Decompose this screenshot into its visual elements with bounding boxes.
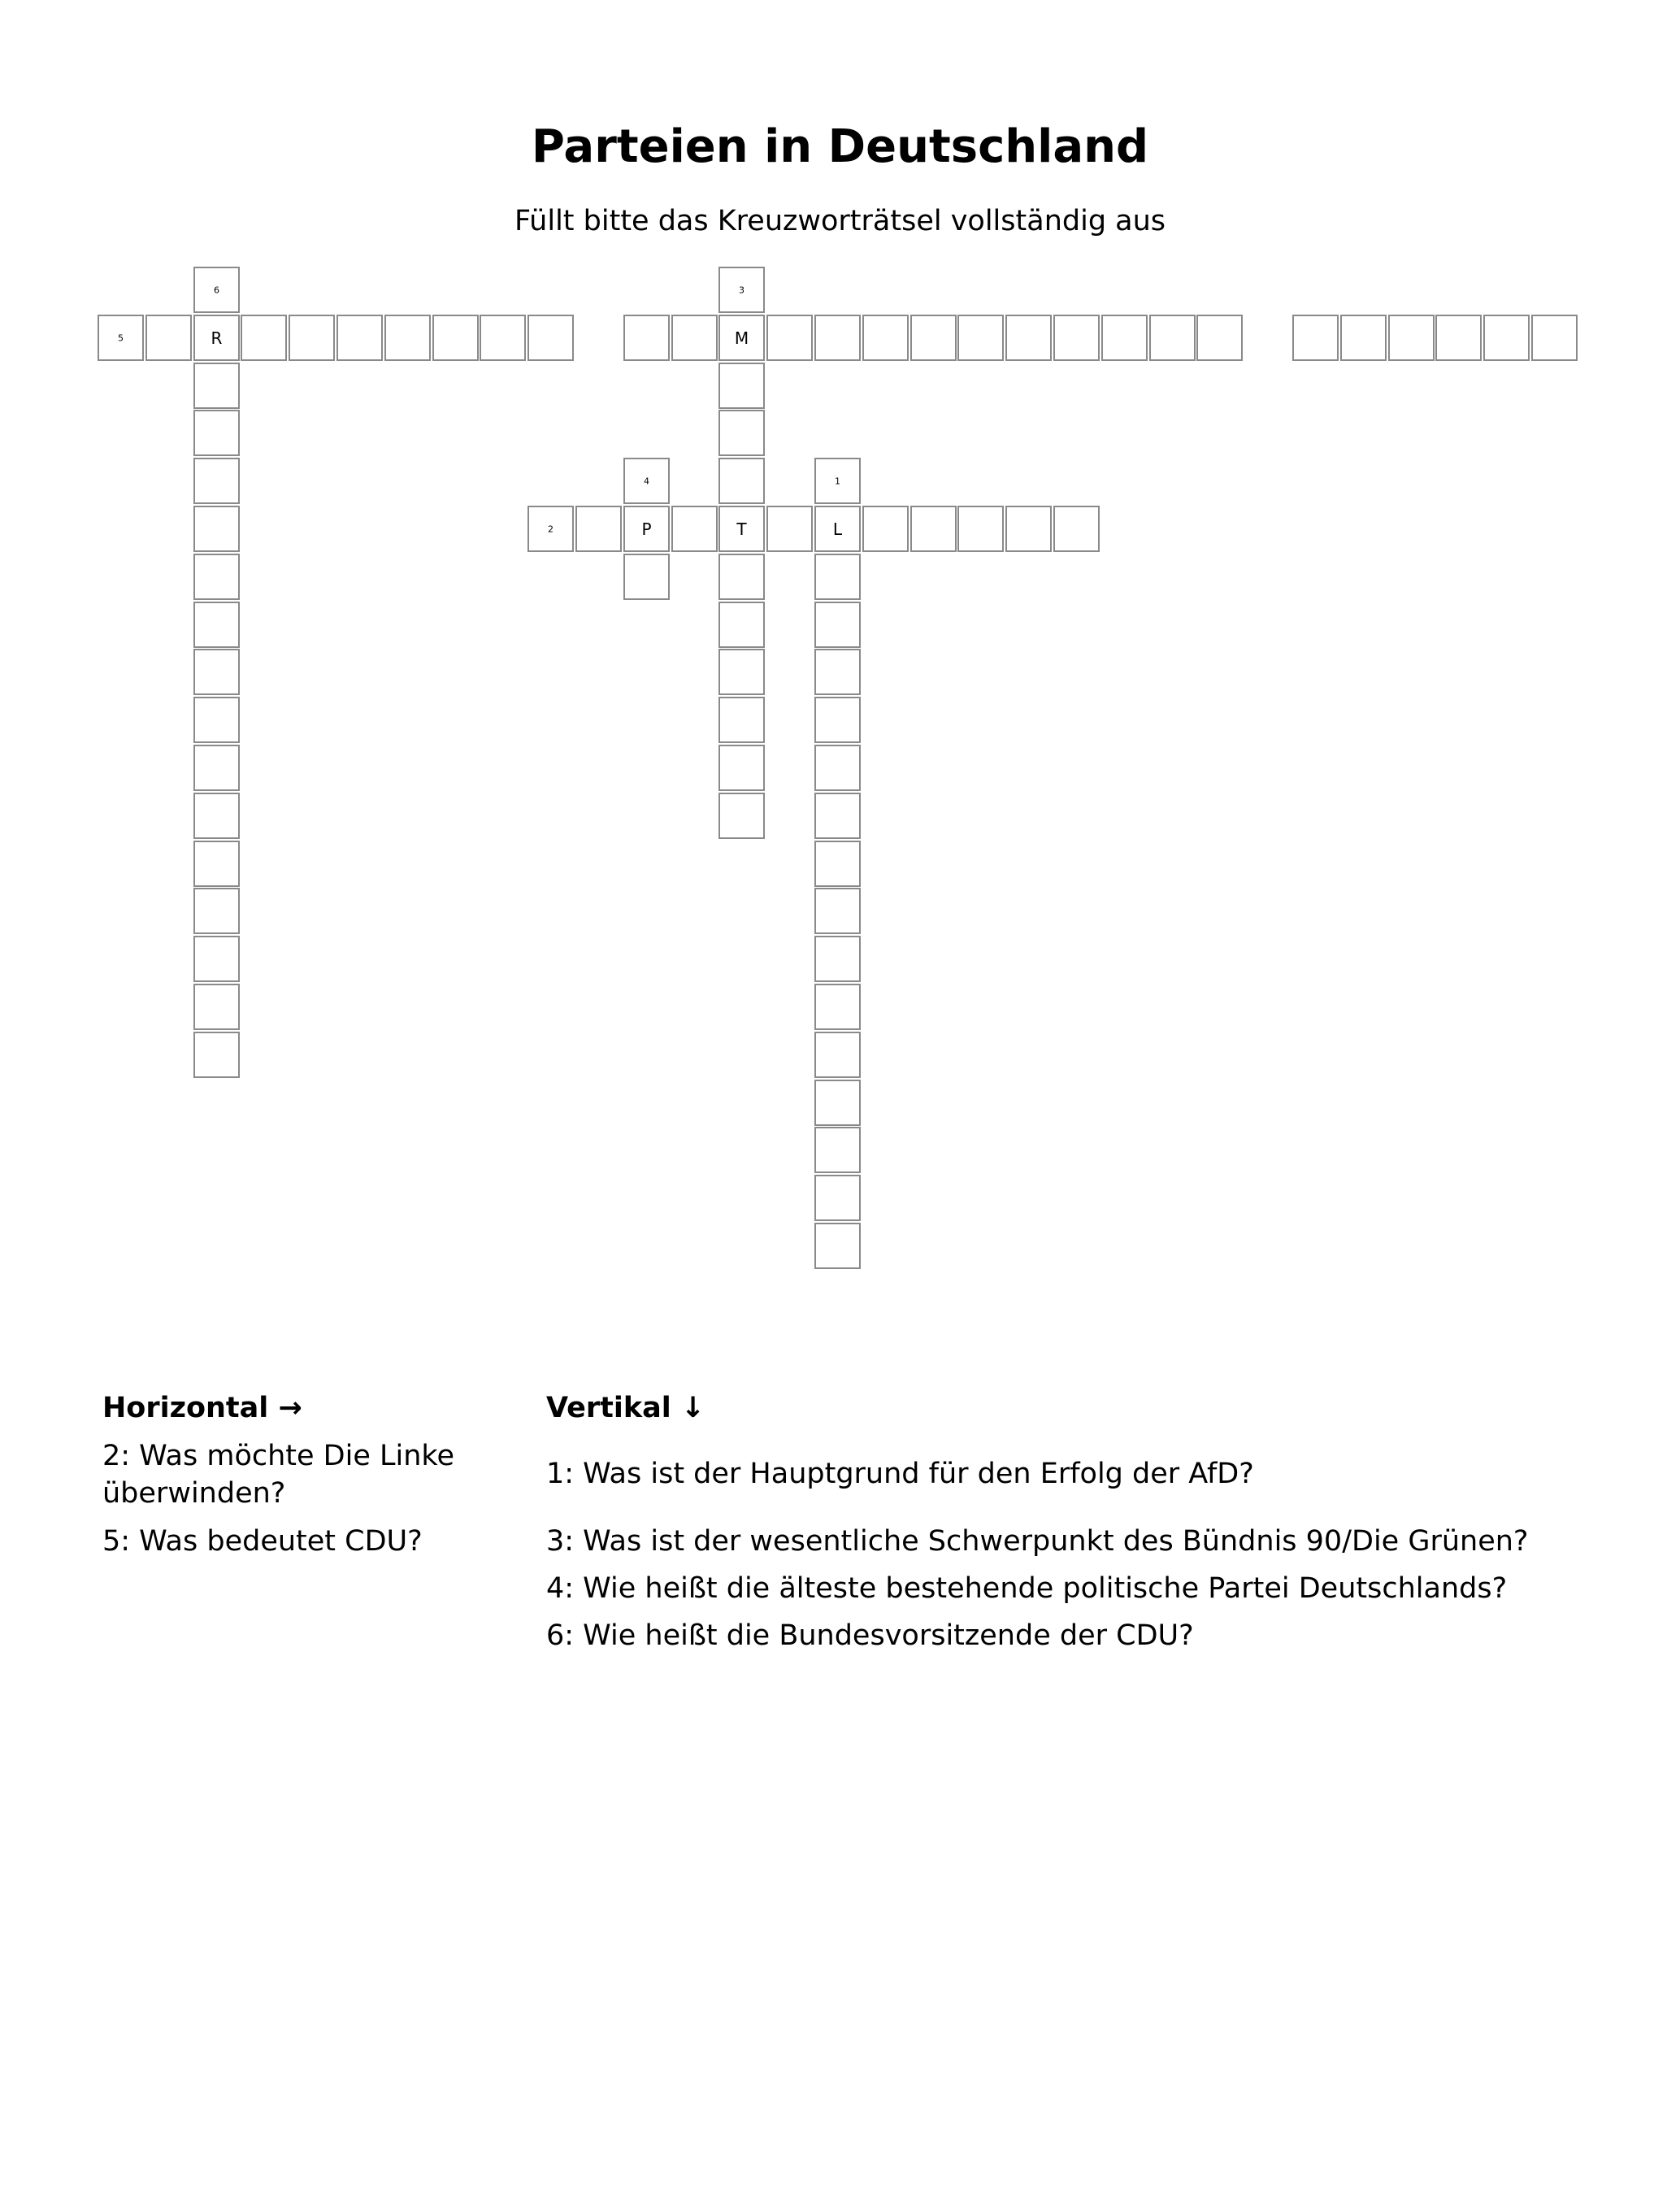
crossword-cell[interactable] <box>814 458 861 504</box>
crossword-cell[interactable] <box>814 793 861 839</box>
crossword-cell[interactable] <box>862 506 909 552</box>
crossword-cell[interactable] <box>336 315 383 361</box>
crossword-cell[interactable] <box>814 888 861 934</box>
crossword-cell[interactable] <box>910 506 957 552</box>
crossword-cell[interactable] <box>814 841 861 887</box>
crossword-cell[interactable] <box>718 745 765 791</box>
crossword-cell[interactable] <box>957 315 1004 361</box>
clue-vertical-3: 3: Was ist der wesentliche Schwerpunkt des Bündnis 90/Die Grünen? <box>546 1525 1529 1558</box>
crossword-cell[interactable] <box>480 315 526 361</box>
crossword-cell[interactable] <box>814 1032 861 1078</box>
crossword-cell[interactable] <box>814 1175 861 1221</box>
crossword-cell[interactable] <box>193 793 240 839</box>
crossword-cell[interactable] <box>718 697 765 743</box>
crossword-cell[interactable] <box>814 936 861 982</box>
crossword-cell[interactable] <box>814 1127 861 1173</box>
clue-number: 2 <box>548 524 553 534</box>
instructions: Füllt bitte das Kreuzworträtsel vollständig aus <box>514 205 1166 237</box>
clue-number: 5 <box>118 333 124 343</box>
crossword-cell[interactable] <box>910 315 957 361</box>
clue-vertical-6: 6: Wie heißt die Bundesvorsitzende der CDU? <box>546 1619 1194 1652</box>
crossword-cell[interactable] <box>193 1032 240 1078</box>
clue-number: 6 <box>214 285 219 295</box>
crossword-cell[interactable] <box>193 315 240 361</box>
crossword-cell[interactable] <box>957 506 1004 552</box>
crossword-cell[interactable] <box>193 697 240 743</box>
crossword-cell[interactable] <box>145 315 192 361</box>
crossword-cell[interactable] <box>193 554 240 600</box>
crossword-cell[interactable] <box>289 315 335 361</box>
clue-number: 4 <box>644 476 649 486</box>
crossword-cell[interactable] <box>241 315 287 361</box>
prefilled-letter: P <box>641 519 652 539</box>
crossword-cell[interactable] <box>193 267 240 313</box>
crossword-cell[interactable] <box>384 315 431 361</box>
crossword-cell[interactable] <box>193 363 240 409</box>
clue-horizontal-2: 2: Was möchte Die Linke überwinden? <box>102 1440 454 1510</box>
crossword-cell[interactable] <box>814 506 861 552</box>
crossword-cell[interactable] <box>193 888 240 934</box>
crossword-cell[interactable] <box>814 745 861 791</box>
crossword-cell[interactable] <box>193 458 240 504</box>
crossword-cell[interactable] <box>1435 315 1482 361</box>
crossword-cell[interactable] <box>1292 315 1339 361</box>
crossword-cell[interactable] <box>718 315 765 361</box>
crossword-cell[interactable] <box>862 315 909 361</box>
clue-horizontal-5: 5: Was bedeutet CDU? <box>102 1525 423 1558</box>
crossword-cell[interactable] <box>1196 315 1243 361</box>
crossword-cell[interactable] <box>766 315 813 361</box>
crossword-cell[interactable] <box>814 554 861 600</box>
crossword-cell[interactable] <box>718 602 765 648</box>
crossword-cell[interactable] <box>718 554 765 600</box>
vertical-heading: Vertikal ↓ <box>546 1392 705 1424</box>
crossword-cell[interactable] <box>814 1080 861 1126</box>
crossword-cell[interactable] <box>193 602 240 648</box>
crossword-cell[interactable] <box>98 315 144 361</box>
crossword-cell[interactable] <box>718 267 765 313</box>
prefilled-letter: L <box>832 519 843 539</box>
crossword-cell[interactable] <box>623 315 670 361</box>
crossword-cell[interactable] <box>623 554 670 600</box>
crossword-cell[interactable] <box>1053 315 1100 361</box>
crossword-cell[interactable] <box>1340 315 1387 361</box>
crossword-cell[interactable] <box>1149 315 1196 361</box>
crossword-cell[interactable] <box>814 602 861 648</box>
crossword-cell[interactable] <box>814 697 861 743</box>
crossword-cell[interactable] <box>766 506 813 552</box>
prefilled-letter: T <box>736 519 747 539</box>
crossword-cell[interactable] <box>527 506 574 552</box>
crossword-cell[interactable] <box>575 506 622 552</box>
crossword-cell[interactable] <box>814 1223 861 1269</box>
prefilled-letter: M <box>734 328 749 348</box>
crossword-cell[interactable] <box>1005 506 1052 552</box>
crossword-cell[interactable] <box>193 506 240 552</box>
crossword-cell[interactable] <box>718 506 765 552</box>
crossword-cell[interactable] <box>193 410 240 456</box>
crossword-cell[interactable] <box>432 315 479 361</box>
crossword-cell[interactable] <box>1388 315 1435 361</box>
crossword-cell[interactable] <box>718 410 765 456</box>
crossword-cell[interactable] <box>1005 315 1052 361</box>
crossword-cell[interactable] <box>193 984 240 1030</box>
clue-number: 3 <box>739 285 744 295</box>
crossword-cell[interactable] <box>814 984 861 1030</box>
crossword-cell[interactable] <box>1053 506 1100 552</box>
crossword-cell[interactable] <box>671 506 718 552</box>
clue-vertical-1: 1: Was ist der Hauptgrund für den Erfolg der AfD? <box>546 1458 1254 1490</box>
crossword-cell[interactable] <box>193 841 240 887</box>
crossword-cell[interactable] <box>1483 315 1530 361</box>
crossword-cell[interactable] <box>193 745 240 791</box>
page-title: Parteien in Deutschland <box>531 120 1149 173</box>
crossword-cell[interactable] <box>718 458 765 504</box>
prefilled-letter: R <box>211 328 223 348</box>
clue-number: 1 <box>835 476 840 486</box>
crossword-cell[interactable] <box>623 458 670 504</box>
clue-vertical-4: 4: Wie heißt die älteste bestehende politische Partei Deutschlands? <box>546 1572 1508 1605</box>
crossword-cell[interactable] <box>1531 315 1578 361</box>
crossword-cell[interactable] <box>814 315 861 361</box>
crossword-cell[interactable] <box>193 936 240 982</box>
crossword-cell[interactable] <box>814 649 861 695</box>
crossword-cell[interactable] <box>718 793 765 839</box>
crossword-cell[interactable] <box>623 506 670 552</box>
crossword-cell[interactable] <box>671 315 718 361</box>
crossword-cell[interactable] <box>718 363 765 409</box>
crossword-cell[interactable] <box>527 315 574 361</box>
horizontal-heading: Horizontal → <box>102 1392 302 1424</box>
crossword-cell[interactable] <box>1101 315 1148 361</box>
crossword-cell[interactable] <box>193 649 240 695</box>
crossword-cell[interactable] <box>718 649 765 695</box>
